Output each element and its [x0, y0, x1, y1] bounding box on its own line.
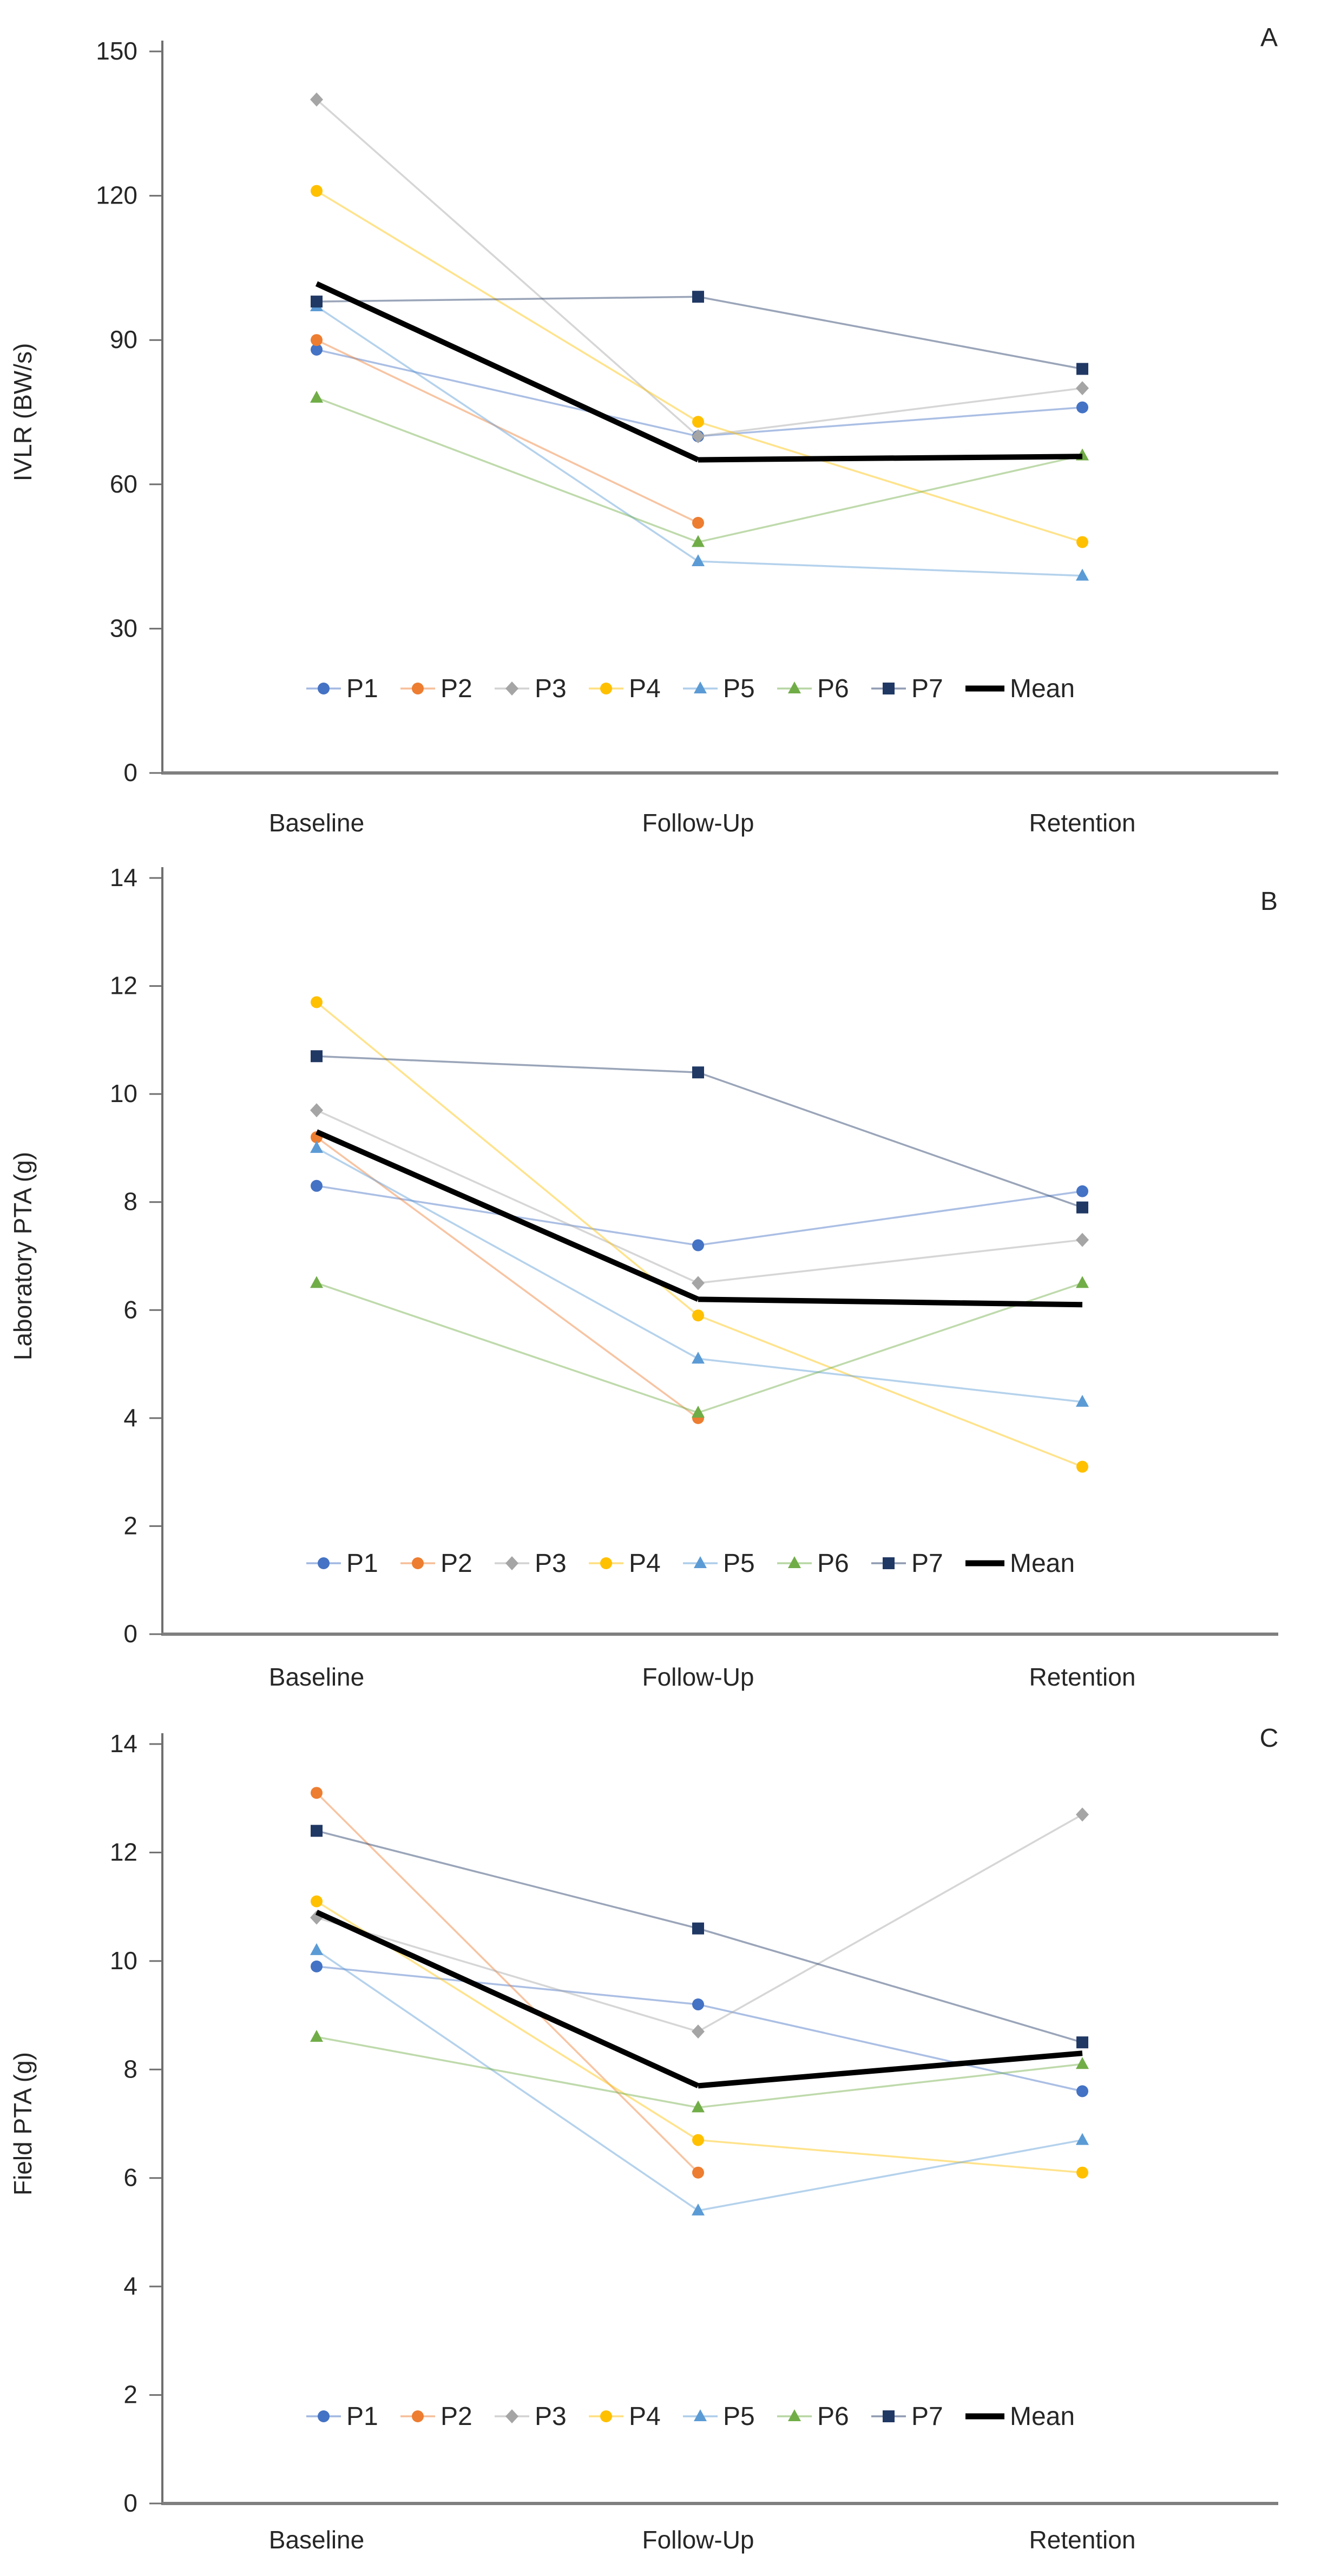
y-tick-label: 0	[123, 758, 137, 786]
y-tick-label: 120	[96, 181, 137, 209]
data-point-p2	[311, 1787, 323, 1799]
y-tick-label: 8	[123, 1187, 137, 1216]
series-line-segment	[698, 1315, 1082, 1466]
x-category-label: Follow-Up	[642, 2526, 754, 2554]
legend	[306, 2402, 1075, 2431]
panel-a	[0, 0, 1334, 858]
legend-item-p6	[777, 674, 849, 703]
legend-label: P7	[911, 2402, 943, 2431]
data-point-p6	[310, 391, 323, 403]
legend	[306, 674, 1075, 703]
data-point-p1	[311, 1961, 323, 1972]
y-axis-title: IVLR (BW/s)	[9, 343, 37, 482]
legend-marker	[600, 1557, 612, 1569]
x-category-label: Baseline	[268, 1663, 365, 1691]
legend-marker	[883, 2410, 895, 2422]
data-point-p4	[1076, 2167, 1088, 2179]
series-line-segment	[317, 1793, 698, 2173]
legend-marker	[318, 1557, 330, 1569]
legend-item-p4	[589, 1549, 661, 1578]
legend-label: Mean	[1010, 674, 1075, 703]
series-line-segment	[317, 2037, 698, 2107]
legend-item-p3	[495, 1549, 567, 1578]
data-point-p7	[311, 296, 323, 307]
series-p3	[310, 93, 1089, 443]
x-category-label: Baseline	[268, 2526, 365, 2554]
legend-marker	[788, 1556, 801, 1568]
series-line-segment	[698, 1072, 1082, 1207]
legend-marker	[600, 683, 612, 694]
y-tick-label: 12	[109, 1838, 137, 1866]
x-category-label: Follow-Up	[642, 809, 754, 837]
data-point-p5	[310, 1943, 323, 1955]
data-point-p6	[310, 2030, 323, 2042]
data-point-p3	[1076, 1233, 1089, 1247]
legend-label: P4	[629, 1549, 661, 1578]
y-tick-label: 30	[109, 614, 137, 643]
y-ticks	[110, 863, 162, 1648]
legend-marker	[412, 2410, 424, 2422]
y-tick-label: 8	[123, 2055, 137, 2083]
series-line-segment	[317, 1283, 698, 1412]
series-line-segment	[317, 1148, 698, 1359]
series-line-segment	[698, 2053, 1082, 2086]
series-line-segment	[317, 350, 698, 436]
legend-marker	[318, 683, 330, 694]
y-tick-label: 150	[96, 37, 137, 65]
data-point-p4	[692, 1309, 704, 1321]
data-point-p2	[692, 2167, 704, 2179]
legend-marker	[318, 2410, 330, 2422]
series-line-segment	[698, 561, 1082, 576]
legend-item-p3	[495, 674, 567, 703]
legend-label: P1	[346, 674, 378, 703]
legend-item-p3	[495, 2402, 567, 2431]
data-point-p7	[692, 1923, 704, 1935]
legend-label: P4	[629, 674, 661, 703]
data-point-p3	[310, 1103, 323, 1117]
chart-a	[0, 0, 1334, 858]
data-point-p1	[692, 1998, 704, 2010]
series-line-segment	[698, 1299, 1082, 1305]
legend-marker	[883, 683, 895, 694]
series-line-segment	[317, 1110, 698, 1283]
data-point-p1	[1076, 402, 1088, 414]
data-point-p4	[692, 2134, 704, 2146]
panel-letter: A	[1260, 23, 1278, 52]
data-point-p7	[1076, 363, 1088, 375]
series-line-segment	[698, 2140, 1082, 2211]
series-p1	[311, 1180, 1088, 1251]
series-p3	[310, 1103, 1089, 1290]
legend-label: P7	[911, 674, 943, 703]
chart-c	[0, 1717, 1334, 2576]
legend-item-p5	[683, 1549, 755, 1578]
legend-item-p7	[871, 2402, 943, 2431]
y-tick-label: 0	[123, 1620, 137, 1648]
x-category-label: Follow-Up	[642, 1663, 754, 1691]
series-line-segment	[698, 422, 1082, 542]
legend-item-p4	[589, 674, 661, 703]
legend-label: P6	[817, 674, 849, 703]
legend-marker	[505, 1556, 518, 1570]
legend-item-p1	[306, 1549, 378, 1578]
legend-marker	[505, 681, 518, 696]
legend-item-p6	[777, 2402, 849, 2431]
series-p2	[311, 1787, 704, 2179]
legend-item-p4	[589, 2402, 661, 2431]
y-ticks	[96, 37, 162, 786]
legend-label: P5	[723, 1549, 755, 1578]
y-axis-title: Laboratory PTA (g)	[9, 1151, 37, 1361]
legend-marker	[883, 1557, 895, 1569]
data-point-p2	[311, 334, 323, 346]
y-axis-title: Field PTA (g)	[9, 2052, 37, 2195]
data-point-p1	[692, 1240, 704, 1251]
y-tick-label: 2	[123, 2380, 137, 2409]
legend-label: Mean	[1010, 1549, 1075, 1578]
series-line-segment	[698, 456, 1082, 460]
y-tick-label: 90	[109, 325, 137, 354]
series-line-segment	[317, 1950, 698, 2211]
y-tick-label: 14	[109, 863, 137, 892]
series-line-segment	[317, 398, 698, 542]
data-point-p3	[692, 1276, 705, 1290]
series-line-segment	[698, 297, 1082, 369]
data-point-p4	[1076, 536, 1088, 548]
y-tick-label: 6	[123, 1295, 137, 1324]
data-point-p7	[311, 1825, 323, 1837]
x-category-labels	[269, 1663, 1136, 1691]
legend-label: P5	[723, 2402, 755, 2431]
legend-item-p7	[871, 674, 943, 703]
legend-item-p1	[306, 674, 378, 703]
data-point-p6	[1076, 1276, 1089, 1288]
data-point-p3	[1076, 1807, 1089, 1821]
x-category-labels	[269, 809, 1136, 837]
series-p7	[311, 1050, 1088, 1213]
series-line-segment	[698, 1359, 1082, 1402]
legend-item-p2	[400, 674, 472, 703]
legend-marker	[788, 681, 801, 693]
series-line-segment	[698, 1240, 1082, 1283]
legend-item-p2	[400, 2402, 472, 2431]
legend-marker	[694, 1556, 707, 1568]
data-point-p7	[311, 1050, 323, 1062]
panel-letter: B	[1260, 887, 1278, 916]
series-p2	[311, 334, 704, 529]
y-tick-label: 4	[123, 2272, 137, 2300]
legend-item-p6	[777, 1549, 849, 1578]
legend-label: P4	[629, 2402, 661, 2431]
series-line-segment	[317, 100, 698, 436]
panel-letter: C	[1259, 1724, 1279, 1753]
x-category-label: Retention	[1029, 809, 1136, 837]
series-line-segment	[317, 1132, 698, 1299]
legend-label: P6	[817, 1549, 849, 1578]
series-p4	[311, 185, 1088, 548]
panel-b	[0, 858, 1334, 1717]
y-tick-label: 4	[123, 1403, 137, 1432]
data-point-p1	[311, 1180, 323, 1192]
legend-label: P1	[346, 2402, 378, 2431]
panel-c	[0, 1717, 1334, 2576]
data-point-p2	[692, 517, 704, 529]
y-tick-label: 6	[123, 2163, 137, 2192]
data-point-p5	[310, 1141, 323, 1153]
legend-item-p7	[871, 1549, 943, 1578]
y-tick-label: 10	[109, 1079, 137, 1108]
series-line-segment	[317, 1056, 698, 1072]
legend-label: P6	[817, 2402, 849, 2431]
y-tick-label: 14	[109, 1729, 137, 1758]
legend-item-p2	[400, 1549, 472, 1578]
legend-marker	[505, 2409, 518, 2423]
legend-label: P3	[535, 674, 567, 703]
series-line-segment	[698, 2140, 1082, 2173]
data-point-p5	[692, 554, 705, 566]
legend-label: P5	[723, 674, 755, 703]
data-point-p6	[310, 1276, 323, 1288]
data-point-p4	[1076, 1461, 1088, 1473]
x-category-label: Retention	[1029, 1663, 1136, 1691]
data-point-p1	[1076, 1185, 1088, 1197]
legend-marker	[694, 681, 707, 693]
y-tick-label: 0	[123, 2489, 137, 2517]
data-point-p4	[311, 1896, 323, 1908]
data-point-p5	[1076, 2133, 1089, 2145]
legend	[306, 1549, 1075, 1578]
data-point-p6	[1076, 2057, 1089, 2069]
legend-label: P2	[441, 2402, 472, 2431]
legend-label: P3	[535, 2402, 567, 2431]
legend-label: P2	[441, 1549, 472, 1578]
data-point-p1	[1076, 2085, 1088, 2097]
x-category-label: Baseline	[268, 809, 365, 837]
series-line-segment	[317, 297, 698, 301]
data-point-p7	[692, 291, 704, 303]
data-point-p7	[692, 1066, 704, 1078]
y-tick-label: 60	[109, 469, 137, 498]
y-tick-label: 10	[109, 1946, 137, 1975]
series-p7	[311, 1825, 1088, 2048]
legend-item-mean	[965, 1549, 1075, 1578]
legend-marker	[600, 2410, 612, 2422]
data-point-p3	[1076, 381, 1089, 395]
series-line-segment	[698, 1191, 1082, 1246]
legend-label: P7	[911, 1549, 943, 1578]
y-tick-label: 2	[123, 1511, 137, 1540]
data-point-p4	[311, 997, 323, 1008]
series-line-segment	[698, 455, 1082, 542]
legend-marker	[788, 2409, 801, 2421]
data-point-p5	[692, 1352, 705, 1364]
legend-item-p1	[306, 2402, 378, 2431]
series-line-segment	[317, 1918, 698, 2031]
y-ticks	[110, 1729, 162, 2517]
data-point-p7	[1076, 2036, 1088, 2048]
legend-marker	[412, 683, 424, 694]
legend-item-p5	[683, 2402, 755, 2431]
series-line-segment	[698, 1929, 1082, 2042]
legend-label: P1	[346, 1549, 378, 1578]
x-category-labels	[269, 2526, 1136, 2554]
legend-marker	[694, 2409, 707, 2421]
x-category-label: Retention	[1029, 2526, 1136, 2554]
legend-label: P3	[535, 1549, 567, 1578]
data-point-p4	[311, 185, 323, 197]
data-point-p4	[692, 416, 704, 428]
legend-item-mean	[965, 2402, 1075, 2431]
series-p6	[310, 2030, 1089, 2112]
chart-b	[0, 858, 1334, 1717]
series-line-segment	[698, 1814, 1082, 2031]
data-point-p7	[1076, 1202, 1088, 1214]
series-line-segment	[317, 191, 698, 422]
legend-label: Mean	[1010, 2402, 1075, 2431]
legend-label: P2	[441, 674, 472, 703]
y-tick-label: 12	[109, 971, 137, 1000]
series-line-segment	[317, 1831, 698, 1928]
legend-marker	[412, 1557, 424, 1569]
legend-item-p5	[683, 674, 755, 703]
legend-item-mean	[965, 674, 1075, 703]
data-point-p3	[692, 2024, 705, 2038]
